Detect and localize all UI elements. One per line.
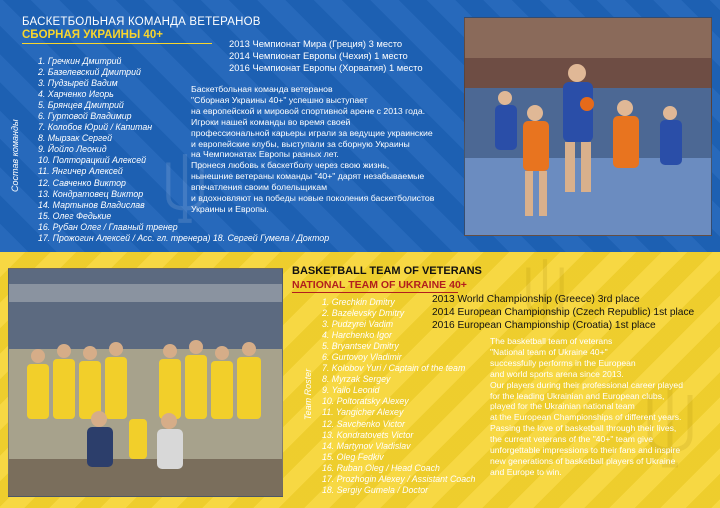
description-line: на Чемпионатах Европы разных лет.	[191, 149, 339, 160]
roster-item: 3. Pudzyrei Vadim	[322, 319, 394, 330]
english-title-divider	[292, 292, 458, 293]
roster-item: 5. Bryantsev Dmitry	[322, 341, 399, 352]
ukrainian-description	[191, 84, 471, 215]
result-line: 2014 European Championship (Czech Republic) 1st place	[432, 306, 695, 318]
description-line: Игроки нашей команды во время своей	[191, 116, 351, 127]
ukrainian-results	[229, 38, 423, 75]
description-line: The basketball team of veterans	[490, 336, 613, 346]
description-line: на европейской и мировой спортивной арене с 2013 года.	[191, 105, 426, 116]
ukrainian-subtitle: СБОРНАЯ УКРАИНЫ 40+	[22, 29, 163, 41]
description-line: нынешние ветераны команды "40+" дарят незабываемые	[191, 171, 425, 182]
description-line: the current veterans of the "40+" team give	[490, 434, 654, 445]
description-line: unforgettable impressions to their fans and inspire	[490, 445, 681, 456]
english-title: BASKETBALL TEAM OF VETERANS	[292, 265, 482, 277]
roster-item: 4. Харченко Игорь	[38, 89, 114, 100]
english-roster-label: Team Roster	[303, 368, 313, 420]
description-line: Пронеся любовь к баскетболу через свою жизнь,	[191, 160, 390, 171]
description-line: and world sports arena since 2013.	[490, 368, 624, 379]
result-line: 2016 Чемпионат Европы (Хорватия) 1 место	[229, 62, 423, 74]
description-line: at the European Championships of different years.	[490, 412, 682, 423]
description-line: профессиональной карьеры играли за ведущие украинские	[191, 127, 433, 138]
roster-item: 4. Harchenko Igor	[322, 330, 392, 341]
english-description	[490, 336, 715, 478]
roster-item: 14. Martynov Vladislav	[322, 440, 411, 451]
roster-item: 17. Prozhogin Alexey / Assistant Coach	[322, 473, 476, 484]
result-line: 2014 Чемпионат Европы (Чехия) 1 место	[229, 50, 408, 62]
english-results	[432, 294, 694, 332]
roster-item: 15. Олег Федькие	[38, 210, 112, 221]
roster-item: 7. Колобов Юрий / Капитан	[38, 122, 153, 133]
description-line: "National team of Ukraine 40+"	[490, 346, 608, 357]
roster-item: 10. Poltoratsky Alexey	[322, 396, 409, 407]
english-subtitle: NATIONAL TEAM OF UKRAINE 40+	[292, 279, 467, 291]
description-line: new generations of basketball players of Ukraine	[490, 455, 676, 466]
roster-item: 6. Гуртовой Владимир	[38, 111, 132, 122]
roster-item: 9. Yailo Leonid	[322, 385, 380, 396]
result-line: 2013 Чемпионат Мира (Греция) 3 место	[229, 38, 403, 49]
team-group-photo	[8, 268, 283, 497]
roster-item: 16. Рубан Олег / Главный тренер	[38, 221, 178, 232]
result-line: 2013 World Championship (Greece) 3rd place	[432, 294, 640, 305]
description-line: Our players during their professional career played	[490, 379, 683, 390]
roster-item: 11. Yangicher Alexey	[322, 407, 404, 418]
description-line: Украины и Европы.	[191, 203, 269, 214]
ukrainian-roster-label: Состав команды	[10, 119, 20, 192]
roster-item: 8. Мырзак Сергей	[38, 133, 113, 144]
roster-item: 14. Мартынов Владислав	[38, 199, 145, 210]
roster-item: 16. Ruban Oleg / Head Coach	[322, 462, 440, 473]
roster-item: 7. Kolobov Yuri / Captain of the team	[322, 363, 466, 374]
roster-item: 13. Kondratovets Victor	[322, 429, 414, 440]
roster-item: 11. Янгичер Алексей	[38, 166, 123, 177]
roster-item: 2. Базелевский Дмитрий	[38, 67, 141, 78]
roster-item: 1. Grechkin Dmitry	[322, 297, 395, 307]
roster-item: 18. Sergiy Gumela / Doctor	[322, 484, 429, 495]
game-action-photo	[464, 17, 712, 236]
roster-item: 3. Пудзырей Вадим	[38, 78, 118, 89]
roster-item: 9. Йойло Леонид	[38, 144, 107, 155]
description-line: Баскетбольная команда ветеранов	[191, 84, 333, 94]
description-line: впечатления своим болельщикам	[191, 182, 328, 193]
description-line: for the leading Ukrainian and European clubs,	[490, 390, 665, 401]
roster-item: 17. Прожогин Алексей / Асс. гл. тренера) 18. Сергей Гумела / Доктор	[38, 232, 330, 243]
roster-item: 10. Полторацкий Алексей	[38, 155, 146, 166]
roster-item: 2. Bazelevsky Dmitry	[322, 308, 405, 319]
roster-item: 15. Oleg Fedkiv	[322, 451, 384, 462]
description-line: Passing the love of basketball through their lives,	[490, 423, 677, 434]
description-line: and Europe to win.	[490, 466, 562, 477]
roster-item: 8. Myrzak Sergey	[322, 374, 391, 385]
description-line: successfully performs in the European	[490, 357, 636, 368]
result-line: 2016 European Championship (Croatia) 1st place	[432, 319, 656, 331]
ukrainian-title-divider	[22, 43, 212, 44]
description-line: played for the Ukrainian national team	[490, 401, 635, 412]
roster-item: 6. Gurtovoy Vladimir	[322, 352, 402, 363]
roster-item: 1. Гречкин Дмитрий	[38, 56, 122, 66]
description-line: и европейские клубы, выступали за сборную Украины	[191, 138, 410, 149]
ukrainian-title: БАСКЕТБОЛЬНАЯ КОМАНДА ВЕТЕРАНОВ	[22, 16, 261, 28]
description-line: "Сборная Украины 40+" успешно выступает	[191, 94, 368, 105]
description-line: и вдохновляют на победы новые поколения баскетболистов	[191, 193, 435, 204]
roster-item: 12. Савченко Виктор	[38, 177, 126, 188]
roster-item: 12. Savchenko Victor	[322, 418, 405, 429]
roster-item: 5. Брянцев Дмитрий	[38, 100, 124, 111]
roster-item: 13. Кондратовец Виктор	[38, 188, 144, 199]
